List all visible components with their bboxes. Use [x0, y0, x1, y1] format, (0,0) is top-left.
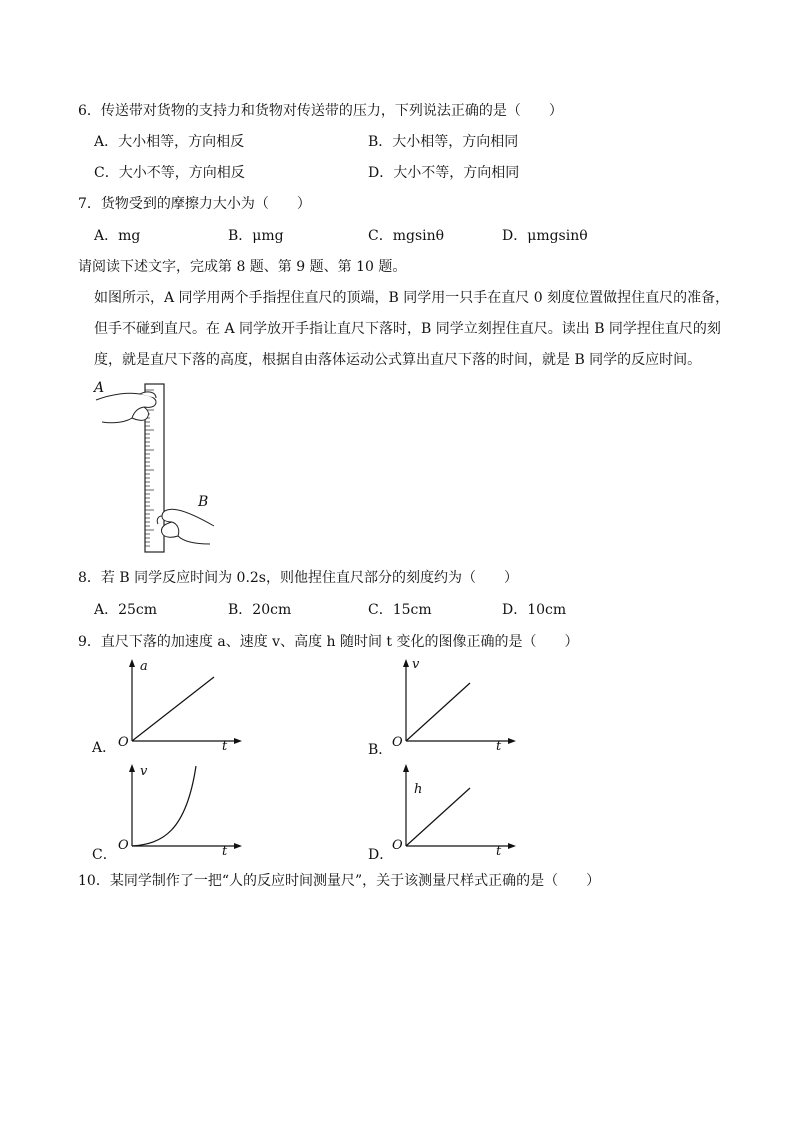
- q6-option-d: D．大小不等，方向相同: [368, 165, 520, 181]
- q8-option-c: C．15cm: [368, 602, 432, 618]
- q8-stem: 8．若 B 同学反应时间为 0.2s，则他捏住直尺部分的刻度约为（ ）: [78, 570, 518, 586]
- q7-option-b: B．μmg: [228, 228, 284, 244]
- graph-a-origin: O: [118, 735, 129, 750]
- graph-c-origin: O: [118, 838, 129, 853]
- ruler-figure: [92, 378, 222, 562]
- label-a: A: [94, 380, 105, 396]
- graph-b: [366, 655, 526, 758]
- graph-d-letter: D．: [368, 847, 394, 863]
- q6-option-c: C．大小不等，方向相反: [94, 165, 245, 181]
- q8-option-a: A．25cm: [94, 602, 158, 618]
- graph-d-ylabel: h: [414, 782, 423, 797]
- label-b: B: [198, 494, 209, 510]
- graph-b-curve: [406, 683, 470, 741]
- graph-d: [366, 760, 526, 863]
- graph-b-ylabel: v: [412, 657, 420, 672]
- passage-line: 如图所示，A 同学用两个手指捏住直尺的顶端，B 同学用一只手在直尺 0 刻度位置做捏住直尺的准备，: [94, 290, 730, 306]
- reading-intro: 请阅读下述文字，完成第 8 题、第 9 题、第 10 题。: [78, 259, 407, 275]
- q7-option-a: A．mg: [94, 228, 141, 244]
- graph-c-ylabel: v: [140, 764, 148, 779]
- graph-c: [92, 760, 252, 863]
- graph-a-ylabel: a: [140, 659, 148, 674]
- hand-b-drawing: [157, 509, 214, 544]
- graph-d-xlabel: t: [496, 844, 502, 859]
- q10-stem: 10．某同学制作了一把“人的反应时间测量尺”，关于该测量尺样式正确的是（ ）: [78, 873, 601, 889]
- q6-stem: 6．传送带对货物的支持力和货物对传送带的压力，下列说法正确的是（ ）: [78, 103, 563, 119]
- q6-option-b: B．大小相等，方向相同: [368, 134, 519, 150]
- q6-option-a: A．大小相等，方向相反: [94, 134, 245, 150]
- q9-stem: 9．直尺下落的加速度 a、速度 v、高度 h 随时间 t 变化的图像正确的是（ ）: [78, 634, 579, 650]
- graph-d-origin: O: [392, 838, 403, 853]
- graph-a-xlabel: t: [222, 739, 228, 754]
- q7-option-c: C．mgsinθ: [368, 228, 445, 244]
- passage-line: 度，就是直尺下落的高度，根据自由落体运动公式算出直尺下落的时间，就是 B 同学的反应时间。: [94, 352, 702, 368]
- graph-b-xlabel: t: [496, 739, 502, 754]
- passage-line: 但手不碰到直尺。在 A 同学放开手指让直尺下落时，B 同学立刻捏住直尺。读出 B 同学捏住直尺的刻: [94, 321, 721, 337]
- graph-b-letter: B．: [368, 742, 393, 758]
- hand-a-drawing: [96, 392, 156, 423]
- q7-option-d: D．μmgsinθ: [502, 228, 588, 244]
- graph-c-letter: C．: [92, 847, 117, 863]
- q8-option-b: B．20cm: [228, 602, 292, 618]
- q8-option-d: D．10cm: [502, 602, 567, 618]
- graph-a-letter: A．: [92, 740, 117, 756]
- graph-a-curve: [132, 677, 214, 741]
- graph-b-origin: O: [392, 735, 403, 750]
- ruler-body: [145, 384, 164, 552]
- graph-a: [92, 655, 252, 755]
- q7-stem: 7．货物受到的摩擦力大小为（ ）: [78, 196, 311, 212]
- graph-c-xlabel: t: [222, 844, 228, 859]
